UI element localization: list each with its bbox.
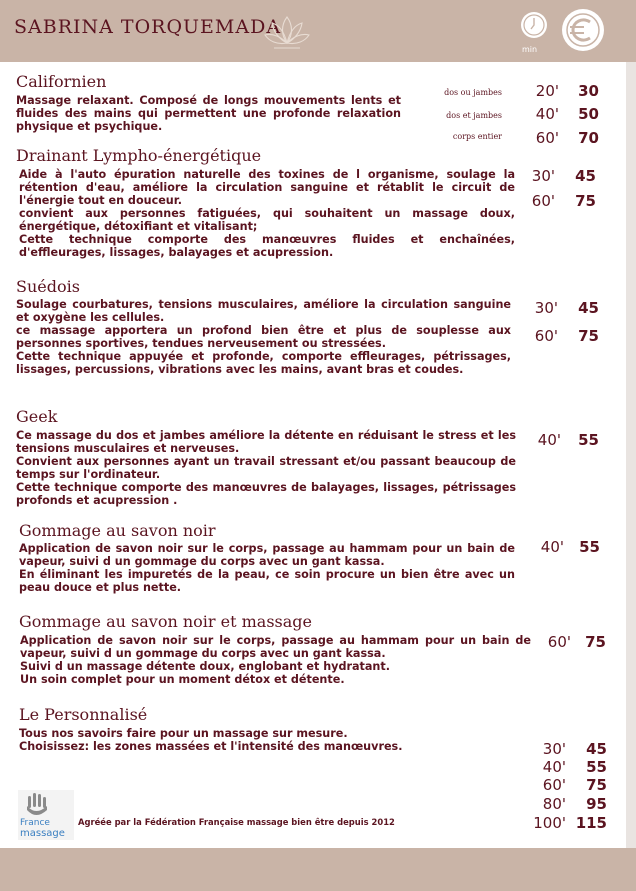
section-description bbox=[16, 298, 511, 376]
section-title: Drainant Lympho-énergétique bbox=[16, 146, 262, 165]
logo-text-line1: France bbox=[20, 818, 50, 828]
section-description bbox=[16, 94, 401, 133]
time-unit-label: min bbox=[522, 45, 538, 54]
price-amount: 115 bbox=[575, 814, 607, 832]
footer-bar bbox=[0, 848, 636, 891]
price-duration: 60' bbox=[534, 327, 558, 345]
description-paragraph: Application de savon noir sur le corps, passage au hammam pour un bain de vapeur, suivi d un gommage du corps avec un gant kassa. bbox=[20, 634, 531, 660]
price-duration: 40' bbox=[537, 431, 561, 449]
hand-icon bbox=[22, 792, 58, 818]
description-paragraph: En éliminant les impuretés de la peau, ce soin procure un bien être avec un peau douce et plus nette. bbox=[19, 568, 515, 594]
price-duration: 30' bbox=[542, 740, 566, 758]
price-duration: 30' bbox=[534, 299, 558, 317]
section-description bbox=[19, 542, 515, 594]
price-duration: 40' bbox=[535, 105, 559, 123]
logo-text-line2: massage bbox=[20, 828, 65, 839]
brand-name: SABRINA TORQUEMADA bbox=[14, 16, 282, 38]
lotus-icon bbox=[262, 11, 312, 53]
euro-icon bbox=[560, 7, 606, 53]
section-description bbox=[19, 168, 515, 259]
description-paragraph: Convient aux personnes ayant un travail stressant et/ou passant beaucoup de temps sur l'ordinateur. bbox=[16, 455, 516, 481]
price-zone: corps entier bbox=[452, 132, 502, 141]
agreement-note: Agréée par la Fédération Française massage bien être depuis 2012 bbox=[78, 817, 395, 827]
price-amount: 70 bbox=[578, 129, 599, 147]
side-strip bbox=[626, 62, 636, 848]
price-amount: 55 bbox=[578, 431, 599, 449]
price-amount: 45 bbox=[578, 299, 599, 317]
section-title: Gommage au savon noir et massage bbox=[19, 612, 312, 631]
description-paragraph: convient aux personnes fatiguées, qui souhaitent un massage doux, énergétique, détoxifiant et vitalisant; bbox=[19, 207, 515, 233]
section-description bbox=[16, 429, 516, 507]
price-amount: 75 bbox=[578, 327, 599, 345]
section-description bbox=[20, 634, 531, 686]
price-duration: 40' bbox=[540, 538, 564, 556]
price-amount: 75 bbox=[575, 192, 596, 210]
france-massage-logo bbox=[18, 790, 74, 840]
description-paragraph: Tous nos savoirs faire pour un massage sur mesure. bbox=[19, 727, 348, 740]
price-duration: 60' bbox=[547, 633, 571, 651]
price-duration: 20' bbox=[535, 82, 559, 100]
description-paragraph: Aide à l'auto épuration naturelle des toxines de l organisme, soulage la rétention d'eau, améliore la circulation sanguine et rétablit le circuit de l'énergie tout en douceur. bbox=[19, 168, 515, 207]
price-amount: 75 bbox=[585, 633, 606, 651]
section-title: Geek bbox=[16, 407, 58, 426]
description-paragraph: Cette technique comporte des manœuvres de balayages, lissages, pétrissages profonds et acupression . bbox=[16, 481, 516, 507]
section-title: Suédois bbox=[16, 277, 80, 296]
description-paragraph: Choisissez: les zones massées et l'intensité des manœuvres. bbox=[19, 740, 403, 753]
price-amount: 95 bbox=[586, 795, 607, 813]
description-paragraph: Cette technique appuyée et profonde, comporte effleurages, pétrissages, lissages, percussions, vibrations avec les mains, avant bras et coudes. bbox=[16, 350, 511, 376]
price-duration: 40' bbox=[542, 758, 566, 776]
section-description bbox=[19, 727, 459, 753]
price-amount: 55 bbox=[586, 758, 607, 776]
price-duration: 100' bbox=[533, 814, 566, 832]
price-amount: 30 bbox=[578, 82, 599, 100]
price-duration: 60' bbox=[531, 192, 555, 210]
clock-icon bbox=[519, 10, 549, 40]
price-zone: dos et jambes bbox=[446, 111, 502, 120]
price-duration: 30' bbox=[531, 167, 555, 185]
price-duration: 60' bbox=[535, 129, 559, 147]
price-duration: 60' bbox=[542, 776, 566, 794]
price-duration: 80' bbox=[542, 795, 566, 813]
description-paragraph: Un soin complet pour un moment détox et détente. bbox=[20, 673, 345, 686]
section-title: Le Personnalisé bbox=[19, 705, 148, 724]
description-paragraph: Ce massage du dos et jambes améliore la détente en réduisant le stress et les tensions musculaires et nerveuses. bbox=[16, 429, 516, 455]
section-title: Gommage au savon noir bbox=[19, 521, 216, 540]
description-paragraph: Cette technique comporte des manœuvres fluides et enchaînées, d'effleurages, lissages, balayages et acupression. bbox=[19, 233, 515, 259]
price-amount: 55 bbox=[579, 538, 600, 556]
price-amount: 45 bbox=[586, 740, 607, 758]
section-title: Californien bbox=[16, 72, 107, 91]
description-paragraph: ce massage apportera un profond bien être et plus de souplesse aux personnes sportives, tendues nerveusement ou stressées. bbox=[16, 324, 511, 350]
price-zone: dos ou jambes bbox=[444, 88, 502, 97]
description-paragraph: Soulage courbatures, tensions musculaires, améliore la circulation sanguine et oxygène les cellules. bbox=[16, 298, 511, 324]
price-amount: 50 bbox=[578, 105, 599, 123]
description-paragraph: Massage relaxant. Composé de longs mouvements lents et fluides des mains qui permettent une profonde relaxation physique et psychique. bbox=[16, 94, 401, 133]
header-bar bbox=[0, 0, 636, 62]
description-paragraph: Application de savon noir sur le corps, passage au hammam pour un bain de vapeur, suivi d un gommage du corps avec un gant kassa. bbox=[19, 542, 515, 568]
description-paragraph: Suivi d un massage détente doux, englobant et hydratant. bbox=[20, 660, 390, 673]
price-amount: 75 bbox=[586, 776, 607, 794]
price-amount: 45 bbox=[575, 167, 596, 185]
